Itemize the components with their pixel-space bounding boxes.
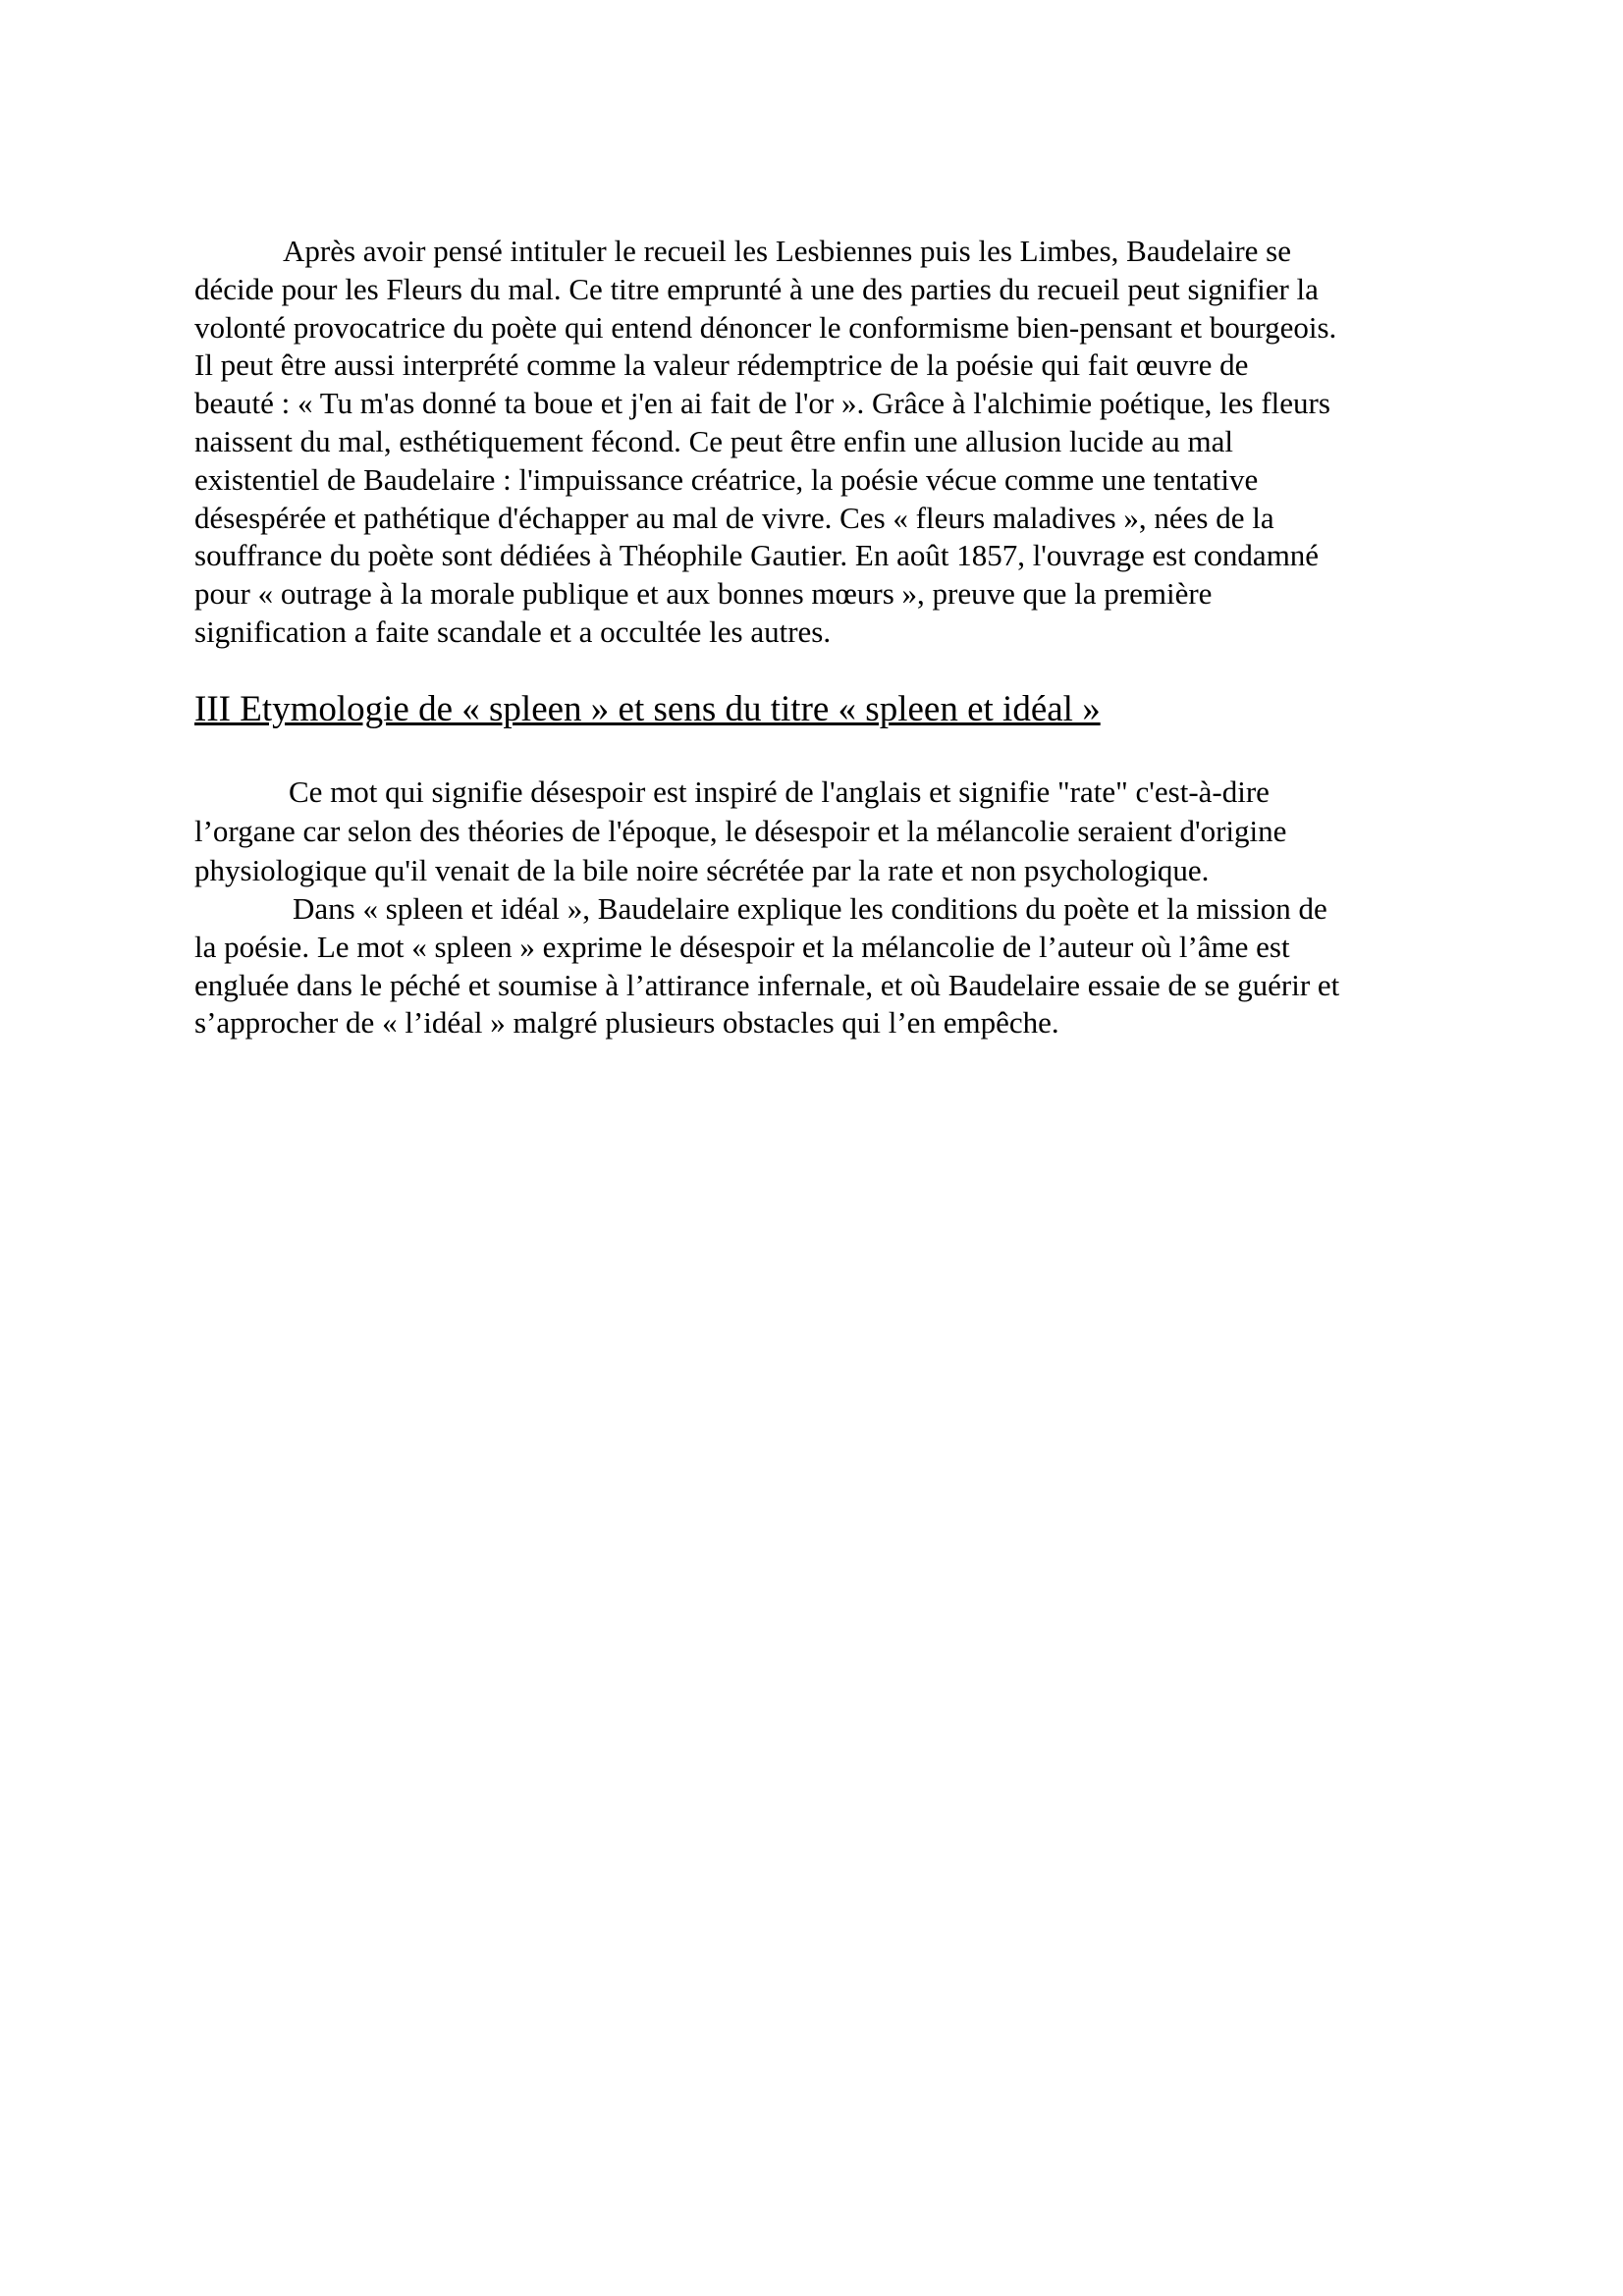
paragraph-line: engluée dans le péché et soumise à l’attirance infernale, et où Baudelaire essaie de se guérir et [194, 967, 1340, 1002]
paragraph-line: Dans « spleen et idéal », Baudelaire explique les conditions du poète et la mission de [293, 891, 1327, 926]
section-heading: III Etymologie de « spleen » et sens du titre « spleen et idéal » [194, 689, 1101, 729]
paragraph-line: Ce mot qui signifie désespoir est inspiré de l'anglais et signifie "rate" c'est-à-dire [289, 774, 1270, 809]
paragraph-line: souffrance du poète sont dédiées à Théophile Gautier. En août 1857, l'ouvrage est condamné [194, 538, 1320, 573]
paragraph-line: pour « outrage à la morale publique et aux bonnes mœurs », preuve que la première [194, 576, 1213, 612]
paragraph-line: désespérée et pathétique d'échapper au mal de vivre. Ces « fleurs maladives », nées de la [194, 500, 1274, 535]
paragraph-title-origin [194, 233, 1441, 652]
paragraph-etymology [194, 773, 1441, 1042]
paragraph-line: la poésie. Le mot « spleen » exprime le désespoir et la mélancolie de l’auteur où l’âme est [194, 929, 1290, 964]
paragraph-line: décide pour les Fleurs du mal. Ce titre emprunté à une des parties du recueil peut signifier la [194, 271, 1319, 306]
paragraph-line: Il peut être aussi interprété comme la valeur rédemptrice de la poésie qui fait œuvre de [194, 347, 1249, 383]
paragraph-line: Après avoir pensé intituler le recueil les Lesbiennes puis les Limbes, Baudelaire se [283, 234, 1291, 268]
paragraph-line: existentiel de Baudelaire : l'impuissance créatrice, la poésie vécue comme une tentative [194, 461, 1259, 497]
paragraph-line: l’organe car selon des théories de l'époque, le désespoir et la mélancolie seraient d'origine [194, 814, 1287, 848]
paragraph-line: signification a faite scandale et a occultée les autres. [194, 614, 832, 649]
paragraph-line: s’approcher de « l’idéal » malgré plusieurs obstacles qui l’en empêche. [194, 1005, 1059, 1041]
paragraph-line: beauté : « Tu m'as donné ta boue et j'en ai fait de l'or ». Grâce à l'alchimie poétique, les fleurs [194, 386, 1330, 421]
paragraph-line: naissent du mal, esthétiquement fécond. Ce peut être enfin une allusion lucide au mal [194, 423, 1233, 458]
paragraph-line: physiologique qu'il venait de la bile noire sécrétée par la rate et non psychologique. [194, 853, 1210, 887]
paragraph-line: volonté provocatrice du poète qui entend dénoncer le conformisme bien-pensant et bourgeois. [194, 309, 1337, 345]
